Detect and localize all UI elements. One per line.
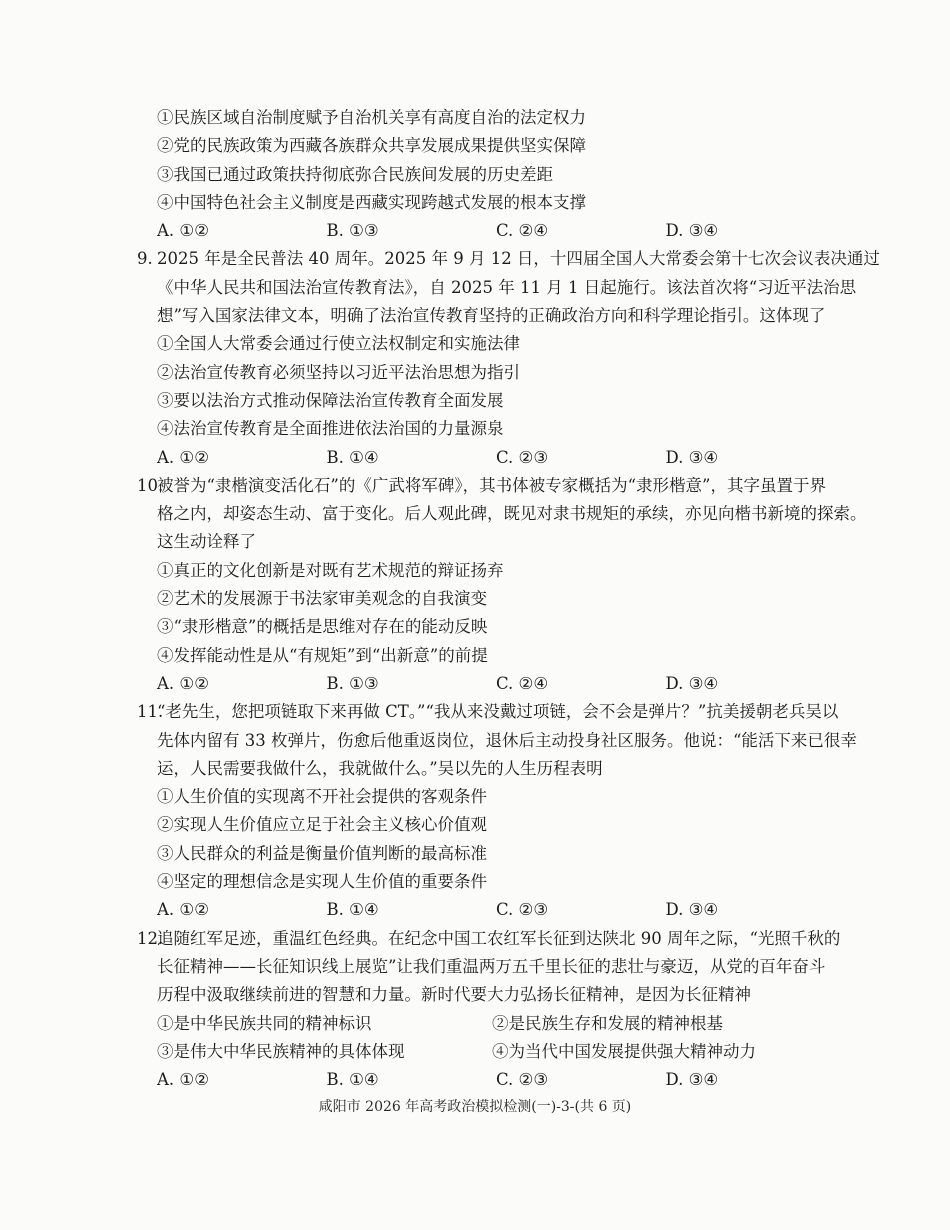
statement: ②艺术的发展源于书法家审美观念的自我演变 bbox=[157, 589, 487, 609]
statement: ③我国已通过政策扶持彻底弥合民族间发展的历史差距 bbox=[157, 164, 553, 184]
question-stem-line: 先体内留有 33 枚弹片，伤愈后他重返岗位，退休后主动投身社区服务。他说：“能活下来已很幸 bbox=[157, 730, 857, 750]
statement: ④法治宣传教育是全面推进依法治国的力量源泉 bbox=[157, 419, 504, 439]
option-a: A. ①② bbox=[157, 673, 209, 693]
question-stem-line: 长征精神——长征知识线上展览”让我们重温两万五千里长征的悲壮与豪迈，从党的百年奋斗 bbox=[157, 956, 826, 976]
option-b: B. ①④ bbox=[326, 447, 379, 467]
stem-text: “老先生，您把项链取下来再做 CT。”“我从来没戴过项链，会不会是弹片？”抗美援朝老兵吴以 bbox=[157, 702, 839, 722]
answer-options bbox=[145, 444, 835, 472]
answer-options bbox=[145, 896, 835, 924]
page-footer: 咸阳市 2026 年高考政治模拟检测(一)-3-(共 6 页) bbox=[318, 1099, 632, 1115]
question-stem-line bbox=[137, 472, 835, 500]
question-number: 12. bbox=[137, 928, 164, 948]
stem-text: 2025 年是全民普法 40 周年。2025 年 9 月 12 日，十四届全国人大常委会第十七次会议表决通过 bbox=[157, 249, 880, 269]
option-c: C. ②④ bbox=[496, 673, 549, 693]
question-8-continuation bbox=[145, 104, 835, 245]
option-b: B. ①④ bbox=[326, 1070, 379, 1090]
option-d: D. ③④ bbox=[665, 221, 719, 241]
answer-options bbox=[145, 1066, 835, 1094]
statement: ①真正的文化创新是对既有艺术规范的辩证扬弃 bbox=[157, 560, 504, 580]
option-a: A. ①② bbox=[157, 221, 209, 241]
question-stem-line: 格之内，却姿态生动、富于变化。后人观此碑，既见对隶书规矩的承续，亦见向楷书新境的探索。 bbox=[157, 504, 867, 524]
statement-row bbox=[145, 1010, 835, 1038]
question-number: 11. bbox=[137, 702, 164, 722]
option-c: C. ②③ bbox=[496, 1070, 549, 1090]
question-9 bbox=[137, 245, 880, 471]
question-stem-line: 运，人民需要我做什么，我就做什么。”吴以先的人生历程表明 bbox=[157, 758, 603, 778]
statement: ④发挥能动性是从“有规矩”到“出新意”的前提 bbox=[157, 645, 488, 665]
statement: ①是中华民族共同的精神标识 bbox=[157, 1013, 372, 1033]
option-d: D. ③④ bbox=[665, 447, 719, 467]
option-c: C. ②④ bbox=[496, 221, 549, 241]
option-d: D. ③④ bbox=[665, 1070, 719, 1090]
question-11 bbox=[137, 698, 857, 924]
option-d: D. ③④ bbox=[665, 673, 719, 693]
question-12 bbox=[137, 925, 841, 1095]
statement: ③是伟大中华民族精神的具体体现 bbox=[157, 1041, 405, 1061]
stem-text: 被誉为“隶楷演变活化石”的《广武将军碑》，其书体被专家概括为“隶形楷意”，其字虽置于界 bbox=[157, 475, 826, 495]
question-stem-line bbox=[137, 925, 841, 953]
option-a: A. ①② bbox=[157, 900, 209, 920]
option-d: D. ③④ bbox=[665, 900, 719, 920]
question-stem-line bbox=[137, 245, 880, 273]
option-a: A. ①② bbox=[157, 447, 209, 467]
statement: ②实现人生价值应立足于社会主义核心价值观 bbox=[157, 815, 487, 835]
option-b: B. ①④ bbox=[326, 900, 379, 920]
statement: ③要以法治方式推动保障法治宣传教育全面发展 bbox=[157, 390, 504, 410]
statement: ①人生价值的实现离不开社会提供的客观条件 bbox=[157, 787, 487, 807]
option-c: C. ②③ bbox=[496, 900, 549, 920]
question-10 bbox=[137, 472, 867, 698]
statement: ①全国人大常委会通过行使立法权制定和实施法律 bbox=[157, 334, 520, 354]
option-c: C. ②③ bbox=[496, 447, 549, 467]
statement: ④坚定的理想信念是实现人生价值的重要条件 bbox=[157, 872, 487, 892]
statement-row bbox=[145, 1038, 835, 1066]
statement: ③人民群众的利益是衡量价值判断的最高标准 bbox=[157, 843, 487, 863]
stem-text: 追随红军足迹，重温红色经典。在纪念中国工农红军长征到达陕北 90 周年之际，“光照千秋的 bbox=[157, 928, 841, 948]
statement: ②党的民族政策为西藏各族群众共享发展成果提供坚实保障 bbox=[157, 136, 586, 156]
question-stem-line: 想”写入国家法律文本，明确了法治宣传教育坚持的正确政治方向和科学理论指引。这体现了 bbox=[157, 306, 826, 326]
question-number: 10. bbox=[137, 475, 164, 495]
question-stem-line: 历程中汲取继续前进的智慧和力量。新时代要大力弘扬长征精神，是因为长征精神 bbox=[157, 985, 751, 1005]
question-stem-line: 《中华人民共和国法治宣传教育法》，自 2025 年 11 月 1 日起施行。该法首次将“习近平法治思 bbox=[157, 277, 857, 297]
option-b: B. ①③ bbox=[326, 221, 379, 241]
statement: ②是民族生存和发展的精神根基 bbox=[492, 1013, 723, 1033]
statement: ③“隶形楷意”的概括是思维对存在的能动反映 bbox=[157, 617, 488, 637]
option-a: A. ①② bbox=[157, 1070, 209, 1090]
question-stem-line: 这生动诠释了 bbox=[157, 532, 256, 552]
question-stem-line bbox=[137, 698, 839, 726]
option-b: B. ①③ bbox=[326, 673, 379, 693]
statement: ④为当代中国发展提供强大精神动力 bbox=[492, 1041, 756, 1061]
statement: ②法治宣传教育必须坚持以习近平法治思想为指引 bbox=[157, 362, 520, 382]
answer-options bbox=[145, 217, 835, 245]
statement: ④中国特色社会主义制度是西藏实现跨越式发展的根本支撑 bbox=[157, 192, 586, 212]
question-number: 9. bbox=[137, 249, 153, 269]
exam-page bbox=[137, 104, 880, 1094]
statement: ①民族区域自治制度赋予自治机关享有高度自治的法定权力 bbox=[157, 108, 586, 127]
answer-options bbox=[145, 670, 835, 698]
